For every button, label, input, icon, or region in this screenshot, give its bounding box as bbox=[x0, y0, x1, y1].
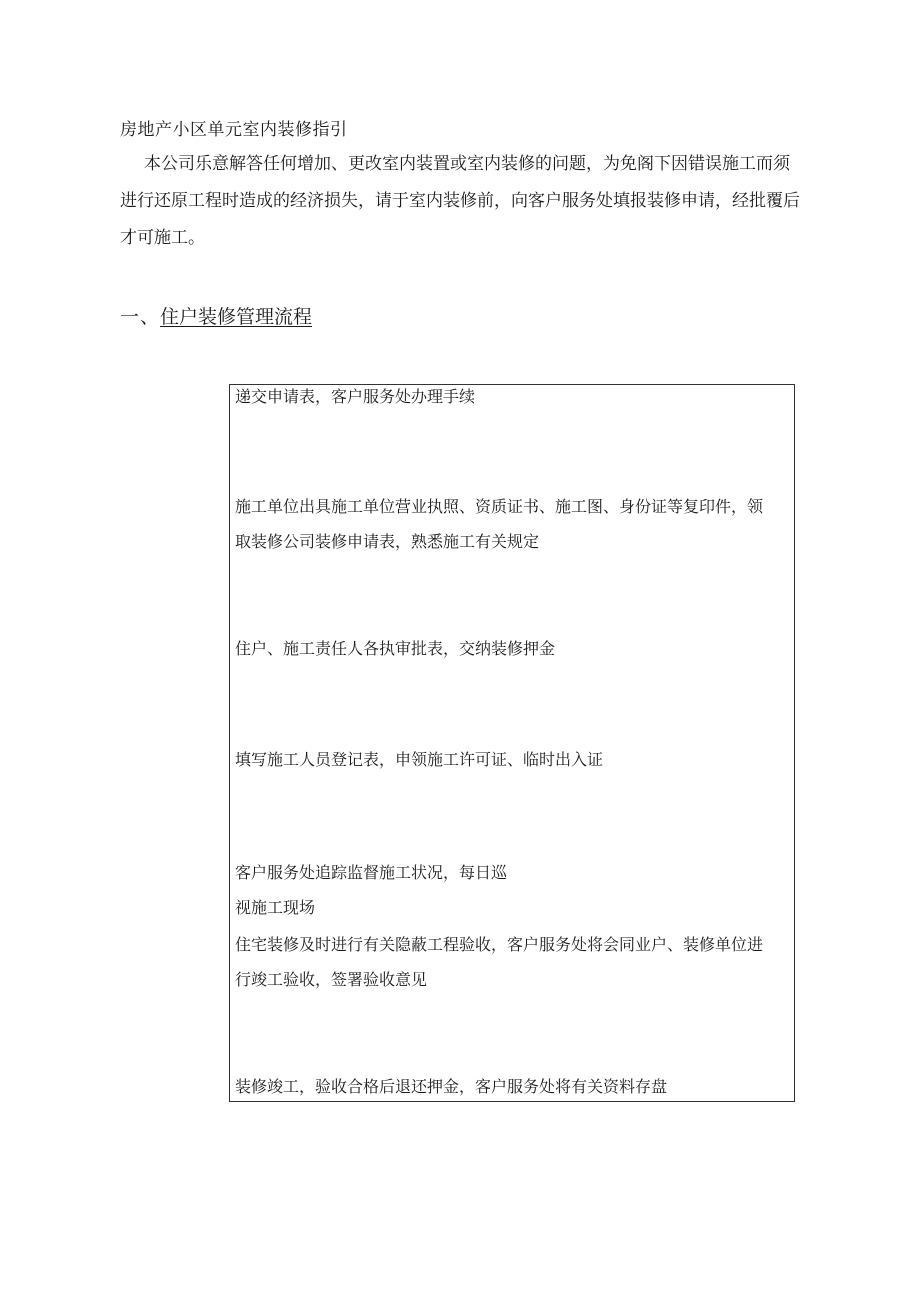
flow-step-line: 装修竣工，验收合格后退还押金，客户服务处将有关资料存盘 bbox=[235, 1077, 668, 1096]
flow-step-line: 行竣工验收，签署验收意见 bbox=[235, 970, 428, 989]
flow-step-line: 住户、施工责任人各执审批表，交纳装修押金 bbox=[235, 639, 556, 658]
intro-line: 本公司乐意解答任何增加、更改室内装置或室内装修的问题，为免阁下因错误施工而须 bbox=[144, 154, 790, 174]
flow-step-completion-refund bbox=[235, 1069, 667, 1104]
document-title: 房地产小区单元室内装修指引 bbox=[120, 120, 348, 140]
flow-step-inspection bbox=[235, 927, 763, 997]
flow-step-line: 施工单位出具施工单位营业执照、资质证书、施工图、身份证等复印件，领 bbox=[235, 497, 764, 516]
flow-step-supervision bbox=[235, 855, 507, 925]
section-number: 一、 bbox=[120, 306, 161, 328]
section-heading bbox=[120, 304, 312, 330]
flow-step-line: 视施工现场 bbox=[235, 898, 316, 917]
intro-line: 才可施工。 bbox=[120, 228, 205, 248]
flow-step-contractor-documents bbox=[235, 489, 763, 559]
flow-step-line: 递交申请表，客户服务处办理手续 bbox=[235, 387, 476, 406]
section-title: 住户装修管理流程 bbox=[160, 306, 313, 328]
flow-step-line: 填写施工人员登记表，申领施工许可证、临时出入证 bbox=[235, 750, 604, 769]
flow-step-line: 住宅装修及时进行有关隐蔽工程验收，客户服务处将会同业户、装修单位进 bbox=[235, 935, 764, 954]
intro-line: 进行还原工程时造成的经济损失，请于室内装修前，向客户服务处填报装修申请，经批覆后 bbox=[120, 191, 800, 211]
flow-step-approval-deposit bbox=[235, 631, 555, 666]
process-flow-box bbox=[229, 384, 795, 1102]
intro-paragraph bbox=[120, 146, 804, 257]
flow-step-worker-registration bbox=[235, 742, 603, 777]
flow-step-submit-application bbox=[235, 379, 475, 414]
flow-step-line: 取装修公司装修申请表，熟悉施工有关规定 bbox=[235, 532, 540, 551]
flow-step-line: 客户服务处追踪监督施工状况，每日巡 bbox=[235, 863, 508, 882]
